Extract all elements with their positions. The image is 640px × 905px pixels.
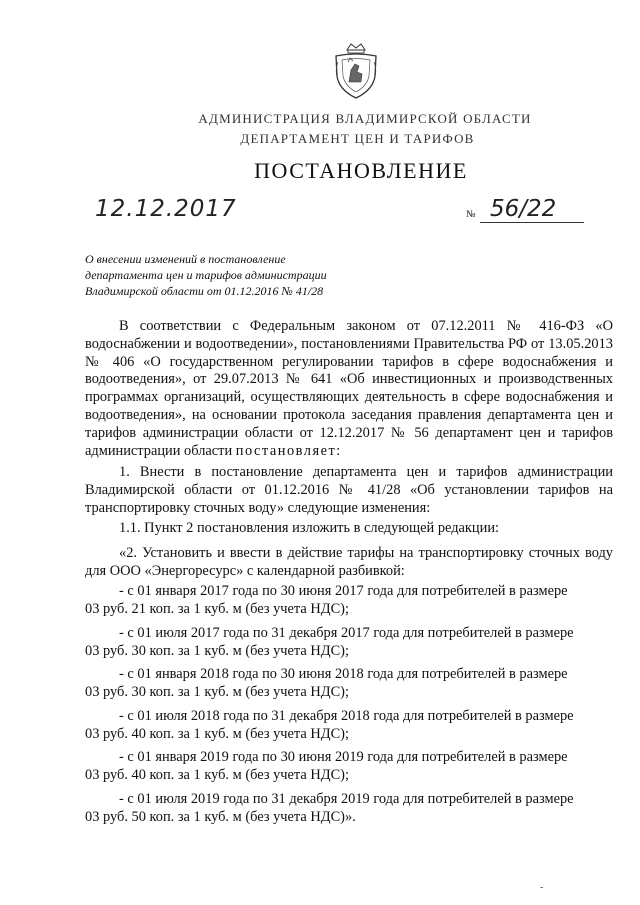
preamble-paragraph <box>85 318 613 460</box>
tariff-period: - с 01 июля 2019 года по 31 декабря 2019 года для потребителей в размере <box>119 791 574 807</box>
item-1-1: 1.1. Пункт 2 постановления изложить в следующей редакции: <box>119 520 500 536</box>
item-1: 1. Внести в постановление департамента цен и тарифов администрации Владимирской области от 01.12.2016 № 41/28 «Об установлении тарифов на транспортировку сточных воду» следующие изменения: <box>85 464 613 516</box>
subject-line: Владимирской области от 01.12.2016 № 41/28 <box>85 284 324 298</box>
document-number: 56/22 <box>490 196 557 222</box>
tariff-period: - с 01 июля 2017 года по 31 декабря 2017 года для потребителей в размере <box>119 625 574 641</box>
tariff-rate: 03 руб. 30 коп. за 1 куб. м (без учета НДС); <box>85 683 349 700</box>
tariff-rate: 03 руб. 40 коп. за 1 куб. м (без учета НДС); <box>85 766 349 783</box>
tariff-item <box>85 625 613 661</box>
preamble-text: В соответствии с Федеральным законом от 07.12.2011 № 416-ФЗ «О водоснабжении и водоотведении», постановлениями Правительства РФ от 13.05.2013 № 406 «О государственном регулировании тарифов в сфере водоснабжения и водоотведения», от 29.07.2013 № 641 «Об инвестиционных и производственных программах организаций, осуществляющих деятельность в сфере водоснабжения и водоотведения», на основании протокола заседания правления департамента цен и тарифов администрации области от 12.12.2017 № 56 департамент цен и тарифов администрации области <box>85 318 613 459</box>
tariff-rate: 03 руб. 21 коп. за 1 куб. м (без учета НДС); <box>85 600 349 617</box>
tariff-item <box>85 708 613 744</box>
organization-name: АДМИНИСТРАЦИЯ ВЛАДИМИРСКОЙ ОБЛАСТИ <box>198 111 532 126</box>
tariff-period: - с 01 января 2018 года по 30 июня 2018 года для потребителей в размере <box>119 666 568 682</box>
tariff-rate: 03 руб. 40 коп. за 1 куб. м (без учета НДС); <box>85 725 349 742</box>
page-mark: - <box>540 882 544 893</box>
tariff-rate: 03 руб. 50 коп. за 1 куб. м (без учета НДС)». <box>85 808 356 825</box>
tariff-item <box>85 583 613 619</box>
tariff-period: - с 01 января 2019 года по 30 июня 2019 года для потребителей в размере <box>119 749 568 765</box>
tariff-period: - с 01 июля 2018 года по 31 декабря 2018 года для потребителей в размере <box>119 708 574 724</box>
number-label: № <box>466 209 476 220</box>
document-date: 12.12.2017 <box>95 196 237 222</box>
tariff-item <box>85 749 613 785</box>
tariff-item <box>85 791 613 827</box>
document-type-title: ПОСТАНОВЛЕНИЕ <box>254 158 468 183</box>
subject-line: О внесении изменений в постановление <box>85 252 286 266</box>
number-underline <box>480 222 584 223</box>
tariff-period: - с 01 января 2017 года по 30 июня 2017 года для потребителей в размере <box>119 583 568 599</box>
subject-line: департамента цен и тарифов администрации <box>85 268 327 282</box>
tariff-rate: 03 руб. 30 коп. за 1 куб. м (без учета НДС); <box>85 642 349 659</box>
item-2-intro: «2. Установить и ввести в действие тарифы на транспортировку сточных воду для ООО «Энергоресурс» с календарной разбивкой: <box>85 545 613 579</box>
document-subject <box>85 251 327 299</box>
preamble-decree-word: постановляет: <box>235 442 342 459</box>
coat-of-arms-emblem <box>333 42 379 102</box>
tariff-item <box>85 666 613 702</box>
department-name: ДЕПАРТАМЕНТ ЦЕН И ТАРИФОВ <box>240 131 475 146</box>
